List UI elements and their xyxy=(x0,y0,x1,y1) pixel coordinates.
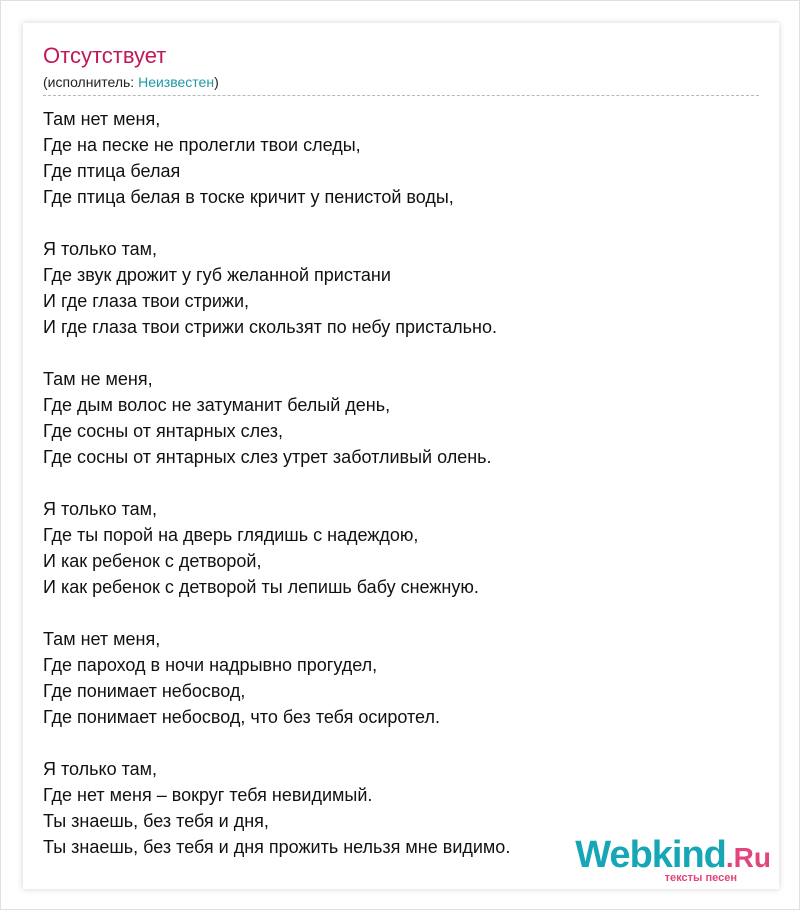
lyrics-line: Где сосны от янтарных слез, xyxy=(43,421,284,441)
lyrics-card xyxy=(23,23,779,889)
logo-tagline: тексты песен xyxy=(664,872,737,884)
artist-link[interactable]: Неизвестен xyxy=(138,74,215,90)
artist-prefix: (исполнитель: xyxy=(43,74,139,90)
lyrics-line: И где глаза твои стрижи скользят по небу пристально. xyxy=(43,317,497,337)
lyrics-line: Где ты порой на дверь глядишь с надеждою, xyxy=(43,525,419,545)
lyrics-line: Я только там, xyxy=(43,499,158,519)
lyrics-line: Там нет меня, xyxy=(43,109,161,129)
lyrics-stanza xyxy=(43,236,759,340)
lyrics-line: Где звук дрожит у губ желанной пристани xyxy=(43,265,391,285)
lyrics-stanza xyxy=(43,366,759,470)
artist-suffix: ) xyxy=(214,74,219,90)
lyrics-line: И где глаза твои стрижи, xyxy=(43,291,250,311)
lyrics-line: Где на песке не пролегли твои следы, xyxy=(43,135,361,155)
lyrics-line: Где птица белая xyxy=(43,161,181,181)
lyrics-line: Там не меня, xyxy=(43,369,153,389)
lyrics-stanza xyxy=(43,106,759,210)
lyrics-line: Ты знаешь, без тебя и дня, xyxy=(43,811,269,831)
lyrics-line: Там нет меня, xyxy=(43,629,161,649)
artist-line xyxy=(43,71,759,96)
lyrics-line: Где понимает небосвод, xyxy=(43,681,246,701)
lyrics-line: Где нет меня – вокруг тебя невидимый. xyxy=(43,785,373,805)
lyrics-stanza xyxy=(43,626,759,730)
lyrics-line: Где понимает небосвод, что без тебя осиротел. xyxy=(43,707,440,727)
lyrics-line: И как ребенок с детворой ты лепишь бабу снежную. xyxy=(43,577,479,597)
song-title: Отсутствует xyxy=(43,43,167,68)
lyrics-line: Я только там, xyxy=(43,759,158,779)
song-header xyxy=(43,41,759,96)
lyrics-line: Я только там, xyxy=(43,239,158,259)
lyrics-text xyxy=(43,106,759,886)
lyrics-stanza xyxy=(43,496,759,600)
lyrics-line: Где сосны от янтарных слез утрет заботливый олень. xyxy=(43,447,492,467)
lyrics-line: Где птица белая в тоске кричит у пенистой воды, xyxy=(43,187,454,207)
lyrics-line: Где пароход в ночи надрывно прогудел, xyxy=(43,655,378,675)
lyrics-line: Ты знаешь, без тебя и дня прожить нельзя мне видимо. xyxy=(43,837,511,857)
lyrics-line: Где дым волос не затуманит белый день, xyxy=(43,395,391,415)
logo-word: Webkind xyxy=(575,834,726,876)
site-logo[interactable] xyxy=(573,835,773,885)
logo-tld: .Ru xyxy=(725,842,771,873)
lyrics-line: И как ребенок с детворой, xyxy=(43,551,262,571)
